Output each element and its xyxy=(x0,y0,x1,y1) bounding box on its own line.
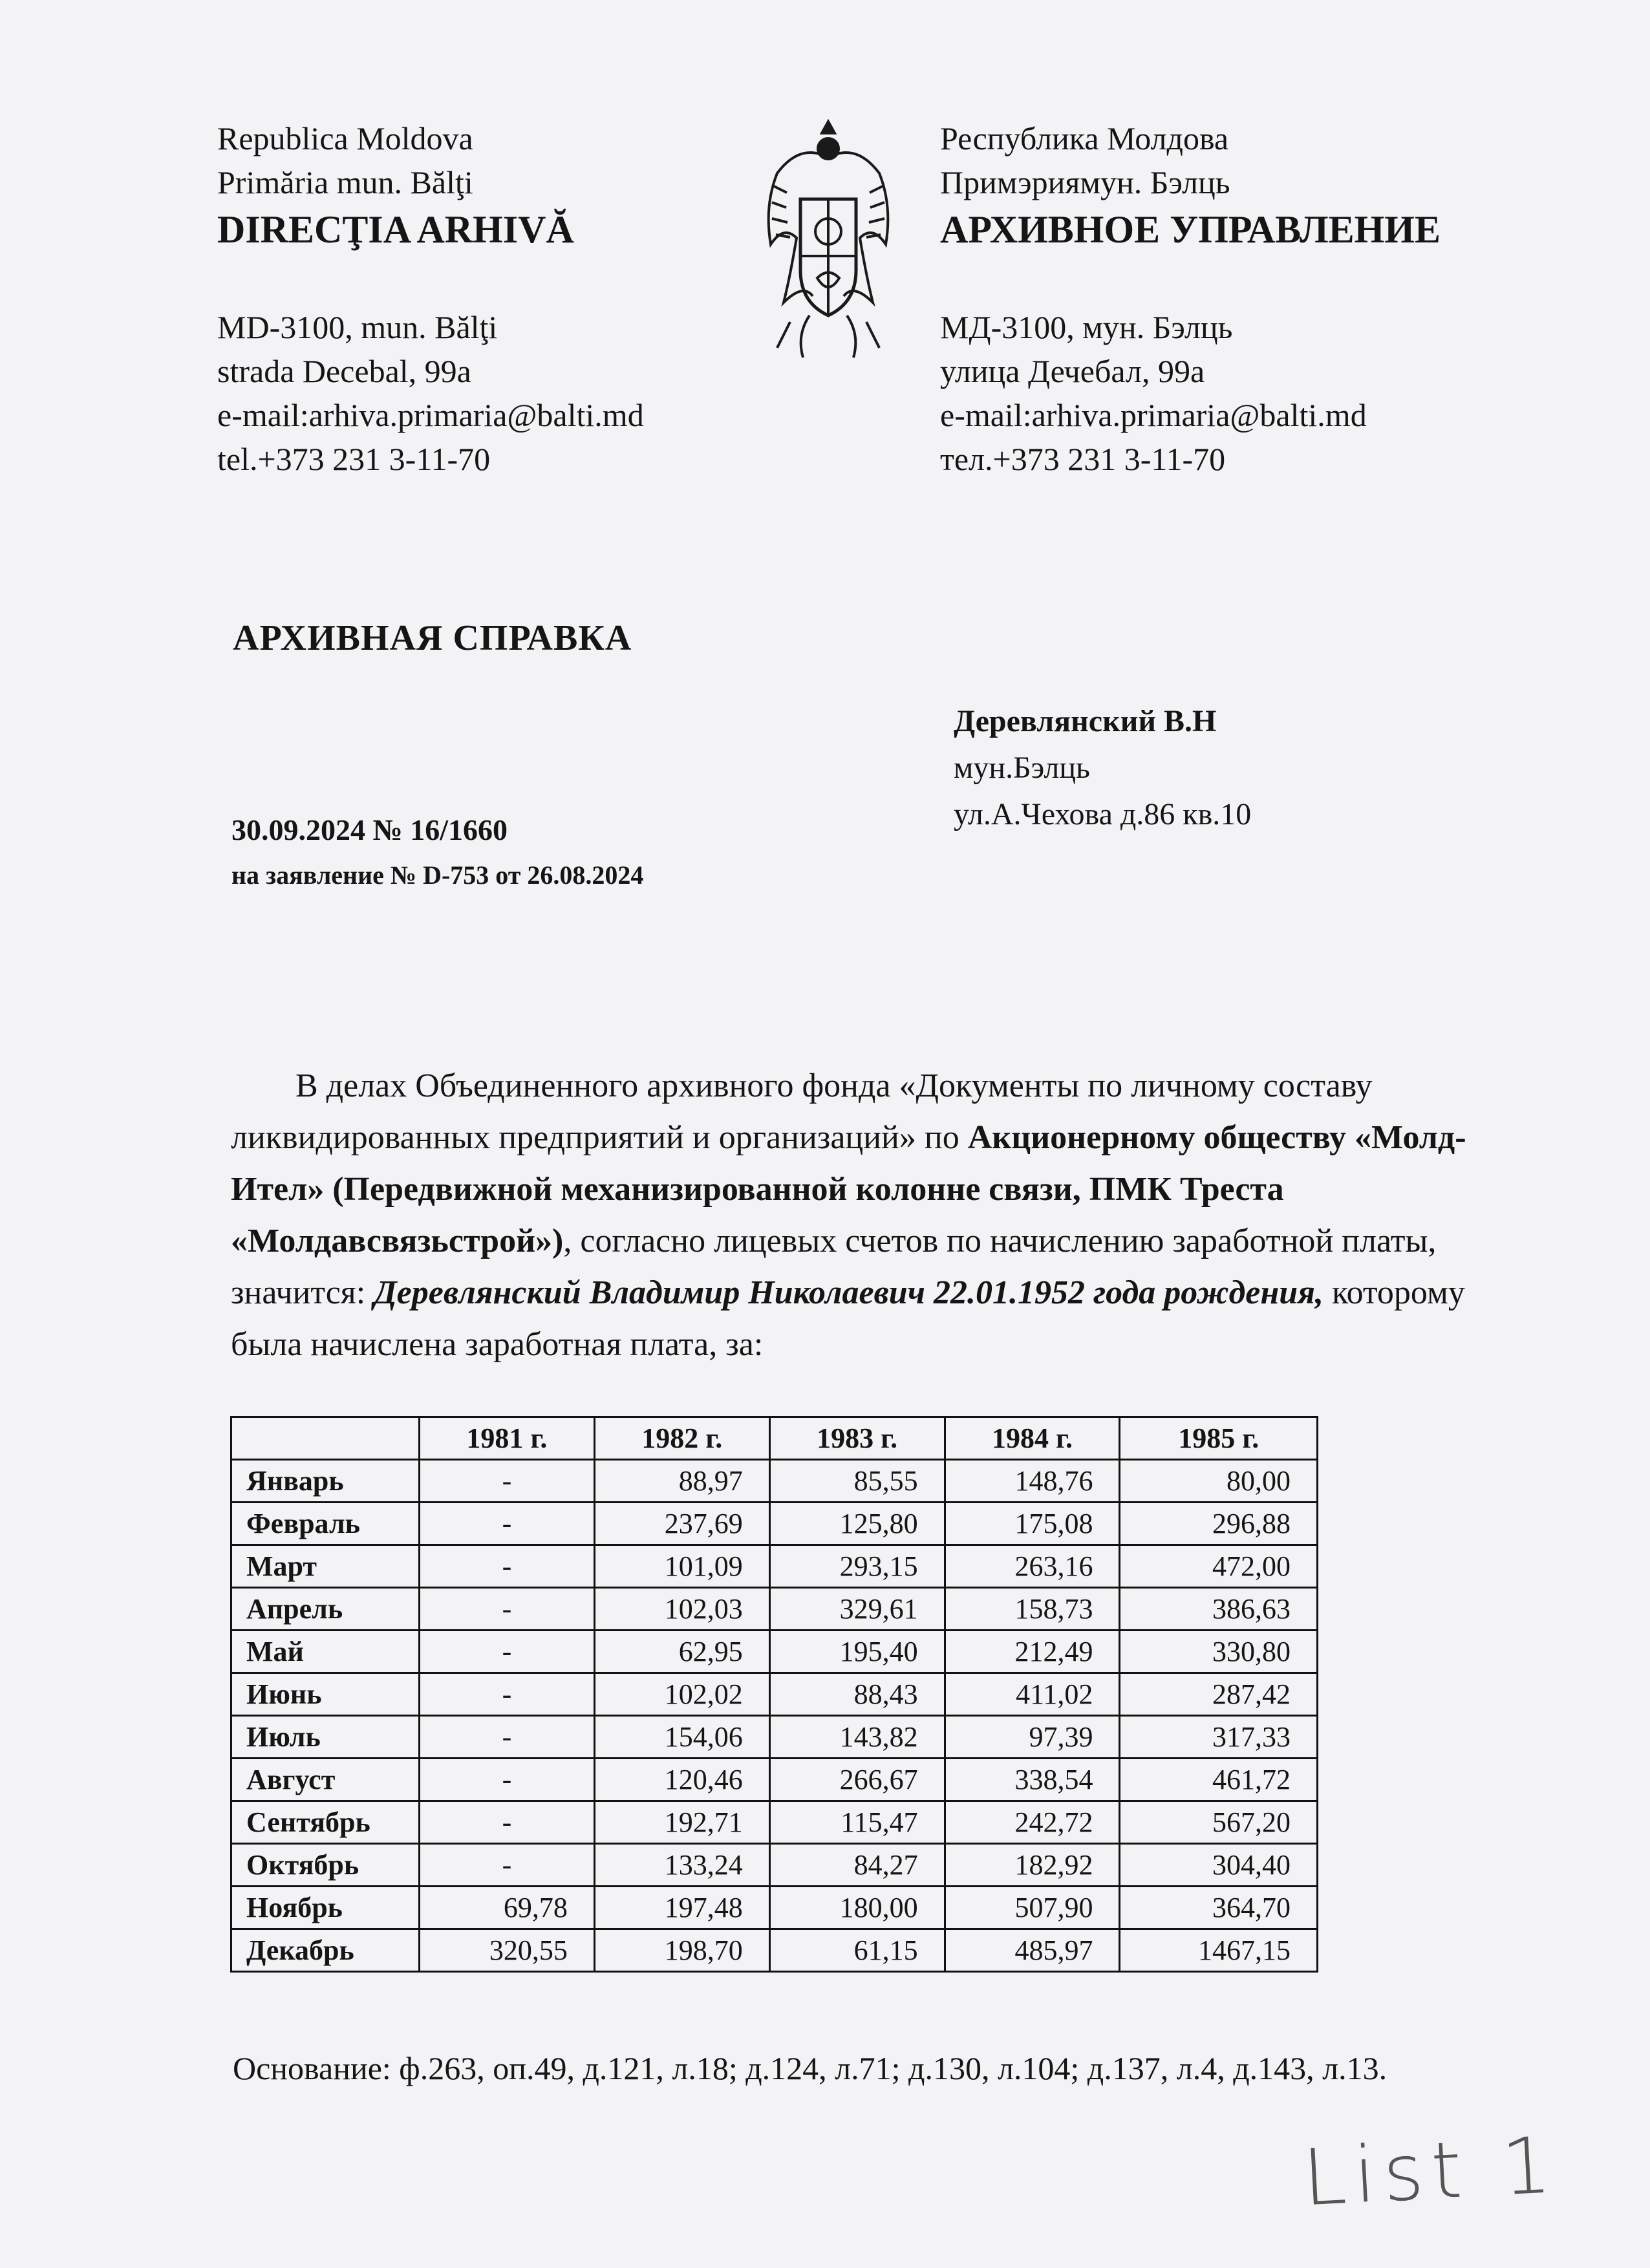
salary-cell: - xyxy=(420,1673,595,1716)
salary-cell: 102,03 xyxy=(594,1588,769,1631)
table-row xyxy=(231,1759,1318,1801)
salary-cell: 296,88 xyxy=(1120,1503,1318,1545)
body-text-3: которому была начислена заработная плата, за: xyxy=(231,1274,1465,1363)
header-right-municipality: Примэриямун. Бэлць xyxy=(940,164,1230,200)
month-cell: Октябрь xyxy=(231,1844,420,1887)
salary-cell: 61,15 xyxy=(769,1929,945,1972)
header-right-email: e-mail:arhiva.primaria@balti.md xyxy=(940,397,1367,433)
salary-cell: 97,39 xyxy=(945,1716,1120,1759)
column-header: 1983 г. xyxy=(769,1417,945,1460)
column-header: 1981 г. xyxy=(420,1417,595,1460)
header-right-street: улица Дечебал, 99а xyxy=(940,353,1205,389)
salary-cell: 386,63 xyxy=(1120,1588,1318,1631)
table-row xyxy=(231,1460,1318,1503)
salary-cell: 198,70 xyxy=(594,1929,769,1972)
month-cell: Август xyxy=(231,1759,420,1801)
table-corner-cell xyxy=(231,1417,420,1460)
salary-cell: 62,95 xyxy=(594,1631,769,1673)
header-right-country: Республика Молдова xyxy=(940,120,1229,156)
salary-cell: 237,69 xyxy=(594,1503,769,1545)
salary-cell: 69,78 xyxy=(420,1887,595,1929)
header-left-phone: tel.+373 231 3-11-70 xyxy=(217,441,491,477)
salary-cell: 85,55 xyxy=(769,1460,945,1503)
salary-cell: 567,20 xyxy=(1120,1801,1318,1844)
header-left-country: Republica Moldova xyxy=(217,120,473,156)
month-cell: Июнь xyxy=(231,1673,420,1716)
table-row xyxy=(231,1503,1318,1545)
salary-cell: 180,00 xyxy=(769,1887,945,1929)
column-header: 1985 г. xyxy=(1120,1417,1318,1460)
salary-cell: 158,73 xyxy=(945,1588,1120,1631)
salary-cell: 320,55 xyxy=(420,1929,595,1972)
table-row xyxy=(231,1929,1318,1972)
header-left-street: strada Decebal, 99a xyxy=(217,353,471,389)
salary-cell: 330,80 xyxy=(1120,1631,1318,1673)
salary-cell: 304,40 xyxy=(1120,1844,1318,1887)
salary-cell: 120,46 xyxy=(594,1759,769,1801)
salary-cell: 195,40 xyxy=(769,1631,945,1673)
column-header: 1984 г. xyxy=(945,1417,1120,1460)
salary-cell: 266,67 xyxy=(769,1759,945,1801)
table-row xyxy=(231,1887,1318,1929)
table-header-row xyxy=(231,1417,1318,1460)
salary-cell: 84,27 xyxy=(769,1844,945,1887)
salary-cell: - xyxy=(420,1503,595,1545)
recipient-block xyxy=(954,698,1251,838)
salary-cell: 507,90 xyxy=(945,1887,1120,1929)
salary-cell: 115,47 xyxy=(769,1801,945,1844)
salary-cell: 154,06 xyxy=(594,1716,769,1759)
salary-cell: 1467,15 xyxy=(1120,1929,1318,1972)
company-name: Акционерному обществу «Молд-Ител» (Передвижной механизированной колонне связи, ПМК Треста «Молдавсвязьстрой») xyxy=(231,1119,1466,1259)
salary-cell: - xyxy=(420,1801,595,1844)
month-cell: Июль xyxy=(231,1716,420,1759)
salary-cell: 485,97 xyxy=(945,1929,1120,1972)
salary-cell: 88,97 xyxy=(594,1460,769,1503)
table-row xyxy=(231,1673,1318,1716)
document-date-number: 30.09.2024 № 16/1660 xyxy=(231,813,508,846)
recipient-city: мун.Бэлць xyxy=(954,751,1090,785)
salary-cell: 143,82 xyxy=(769,1716,945,1759)
month-cell: Декабрь xyxy=(231,1929,420,1972)
table-row xyxy=(231,1588,1318,1631)
salary-cell: - xyxy=(420,1631,595,1673)
salary-cell: - xyxy=(420,1588,595,1631)
person-name: Деревлянский Владимир Николаевич 22.01.1952 года рождения, xyxy=(374,1274,1323,1311)
salary-cell: 102,02 xyxy=(594,1673,769,1716)
salary-cell: 125,80 xyxy=(769,1503,945,1545)
column-header: 1982 г. xyxy=(594,1417,769,1460)
body-paragraph xyxy=(231,1060,1524,1371)
salary-cell: - xyxy=(420,1716,595,1759)
salary-cell: 338,54 xyxy=(945,1759,1120,1801)
header-right-postal: МД-3100, мун. Бэлць xyxy=(940,309,1233,345)
salary-cell: 242,72 xyxy=(945,1801,1120,1844)
body-text-1: В делах Объединенного архивного фонда «Документы по личному составу ликвидированных предприятий и организаций» по xyxy=(231,1067,1373,1156)
salary-cell: - xyxy=(420,1545,595,1588)
header-left xyxy=(217,116,864,481)
salary-cell: 263,16 xyxy=(945,1545,1120,1588)
salary-cell: 197,48 xyxy=(594,1887,769,1929)
salary-cell: 212,49 xyxy=(945,1631,1120,1673)
table-row xyxy=(231,1716,1318,1759)
month-cell: Январь xyxy=(231,1460,420,1503)
header-left-postal: MD-3100, mun. Bălţi xyxy=(217,309,498,345)
salary-cell: 182,92 xyxy=(945,1844,1120,1887)
table-row xyxy=(231,1631,1318,1673)
salary-cell: 461,72 xyxy=(1120,1759,1318,1801)
recipient-address: ул.А.Чехова д.86 кв.10 xyxy=(954,797,1252,831)
salary-cell: 293,15 xyxy=(769,1545,945,1588)
salary-cell: 101,09 xyxy=(594,1545,769,1588)
recipient-name: Деревлянский В.Н xyxy=(954,704,1217,738)
month-cell: Март xyxy=(231,1545,420,1588)
salary-cell: - xyxy=(420,1759,595,1801)
salary-table xyxy=(230,1416,1318,1973)
header-right xyxy=(940,116,1619,481)
salary-cell: 148,76 xyxy=(945,1460,1120,1503)
salary-cell: 364,70 xyxy=(1120,1887,1318,1929)
month-cell: Апрель xyxy=(231,1588,420,1631)
salary-cell: 317,33 xyxy=(1120,1716,1318,1759)
salary-cell: 80,00 xyxy=(1120,1460,1318,1503)
salary-cell: 133,24 xyxy=(594,1844,769,1887)
month-cell: Ноябрь xyxy=(231,1887,420,1929)
request-reference: на заявление № D-753 от 26.08.2024 xyxy=(231,861,644,890)
document-heading: АРХИВНАЯ СПРАВКА xyxy=(233,618,632,658)
header-right-department: АРХИВНОЕ УПРАВЛЕНИЕ xyxy=(940,208,1441,251)
salary-cell: 287,42 xyxy=(1120,1673,1318,1716)
salary-cell: - xyxy=(420,1460,595,1503)
table-row xyxy=(231,1801,1318,1844)
salary-cell: 472,00 xyxy=(1120,1545,1318,1588)
month-cell: Май xyxy=(231,1631,420,1673)
salary-cell: 329,61 xyxy=(769,1588,945,1631)
salary-cell: 192,71 xyxy=(594,1801,769,1844)
header-left-department: DIRECŢIA ARHIVĂ xyxy=(217,208,574,251)
salary-cell: 411,02 xyxy=(945,1673,1120,1716)
month-cell: Сентябрь xyxy=(231,1801,420,1844)
month-cell: Февраль xyxy=(231,1503,420,1545)
header-right-phone: тел.+373 231 3-11-70 xyxy=(940,441,1226,477)
salary-cell: - xyxy=(420,1844,595,1887)
basis-reference: Основание: ф.263, оп.49, д.121, л.18; д.124, л.71; д.130, л.104; д.137, л.4, д.143, л.13. xyxy=(233,2050,1388,2086)
handwritten-page-note: List 1 xyxy=(1300,2120,1561,2224)
salary-cell: 175,08 xyxy=(945,1503,1120,1545)
table-row xyxy=(231,1545,1318,1588)
header-left-municipality: Primăria mun. Bălţi xyxy=(217,164,473,200)
salary-cell: 88,43 xyxy=(769,1673,945,1716)
body-text-2: , согласно лицевых счетов по начислению заработной платы, значится: xyxy=(231,1223,1437,1311)
header-left-email: e-mail:arhiva.primaria@balti.md xyxy=(217,397,644,433)
table-row xyxy=(231,1844,1318,1887)
